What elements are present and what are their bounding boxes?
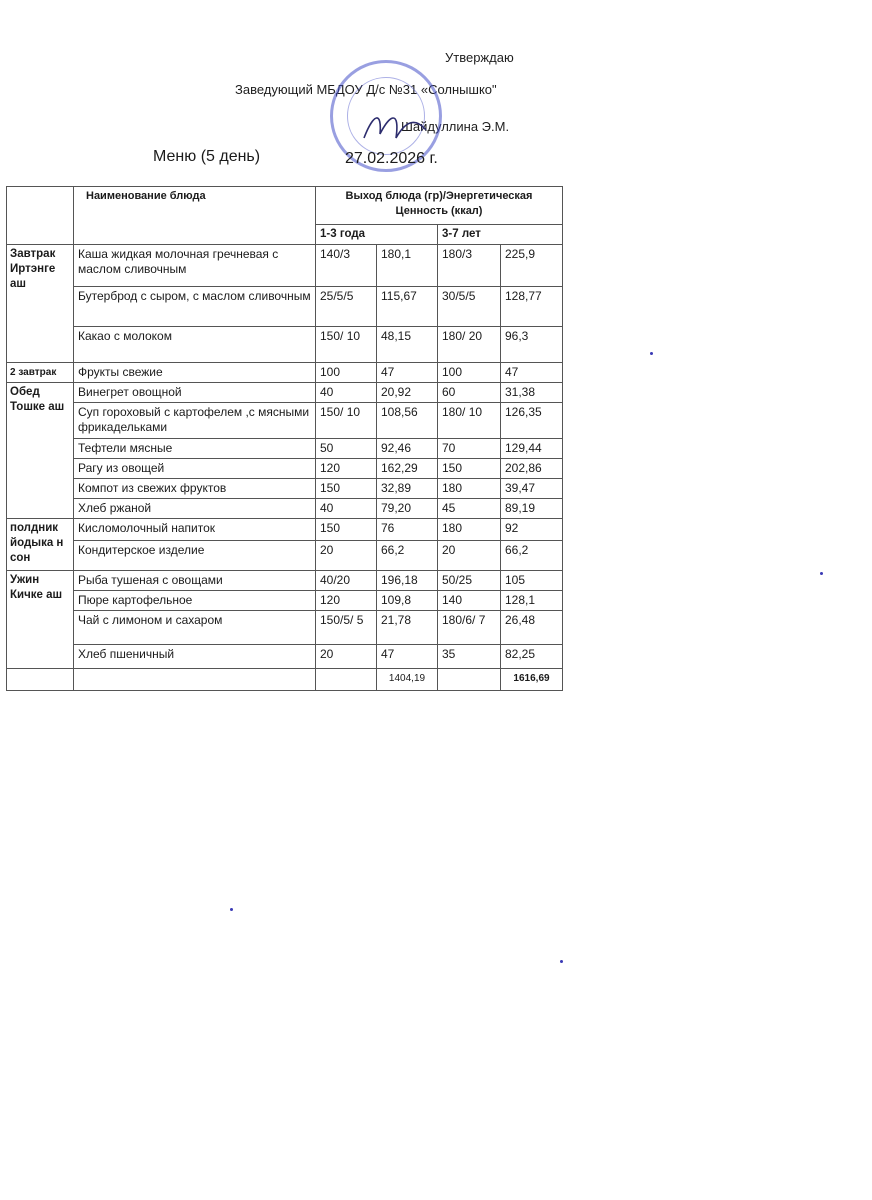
kcal-3-7: 26,48 — [501, 611, 563, 645]
weight-1-3: 150 — [316, 479, 377, 499]
kcal-1-3: 115,67 — [377, 287, 438, 327]
kcal-1-3: 92,46 — [377, 439, 438, 459]
meal-name: Обед Тошке аш — [7, 383, 74, 519]
weight-3-7: 150 — [438, 459, 501, 479]
dish-name: Кондитерское изделие — [74, 541, 316, 571]
weight-1-3: 150 — [316, 519, 377, 541]
kcal-1-3: 162,29 — [377, 459, 438, 479]
kcal-1-3: 32,89 — [377, 479, 438, 499]
weight-3-7: 70 — [438, 439, 501, 459]
kcal-1-3: 20,92 — [377, 383, 438, 403]
kcal-1-3: 66,2 — [377, 541, 438, 571]
dish-name: Хлеб ржаной — [74, 499, 316, 519]
weight-3-7: 180/6/ 7 — [438, 611, 501, 645]
table-row — [7, 541, 563, 571]
kcal-3-7: 89,19 — [501, 499, 563, 519]
menu-table — [6, 186, 563, 691]
weight-1-3: 140/3 — [316, 245, 377, 287]
table-row — [7, 245, 563, 287]
page-title: Меню (5 день) — [153, 148, 261, 165]
totals-blank-1 — [7, 669, 74, 691]
weight-3-7: 180/ 10 — [438, 403, 501, 439]
weight-1-3: 100 — [316, 363, 377, 383]
kcal-3-7: 92 — [501, 519, 563, 541]
table-row — [7, 403, 563, 439]
dish-name: Бутерброд с сыром, с маслом сливочным — [74, 287, 316, 327]
kcal-3-7: 128,1 — [501, 591, 563, 611]
dish-name: Чай с лимоном и сахаром — [74, 611, 316, 645]
header-blank — [7, 187, 74, 245]
scan-speck — [230, 908, 233, 911]
weight-1-3: 20 — [316, 541, 377, 571]
weight-1-3: 150/ 10 — [316, 403, 377, 439]
dish-name: Винегрет овощной — [74, 383, 316, 403]
weight-3-7: 35 — [438, 645, 501, 669]
table-row — [7, 479, 563, 499]
dish-name: Суп гороховый с картофелем ,с мясными фрикадельками — [74, 403, 316, 439]
kcal-3-7: 105 — [501, 571, 563, 591]
weight-1-3: 50 — [316, 439, 377, 459]
weight-3-7: 180/ 20 — [438, 327, 501, 363]
meal-name: Завтрак Иртэнге аш — [7, 245, 74, 363]
weight-1-3: 20 — [316, 645, 377, 669]
total-kcal-3-7: 1616,69 — [501, 669, 563, 691]
dish-name: Кисломолочный напиток — [74, 519, 316, 541]
table-row — [7, 499, 563, 519]
kcal-1-3: 21,78 — [377, 611, 438, 645]
scan-speck — [820, 572, 823, 575]
approval-word: Утверждаю — [445, 50, 514, 65]
kcal-3-7: 82,25 — [501, 645, 563, 669]
weight-1-3: 25/5/5 — [316, 287, 377, 327]
scan-speck — [560, 960, 563, 963]
weight-3-7: 180 — [438, 519, 501, 541]
totals-blank-4 — [438, 669, 501, 691]
kcal-1-3: 196,18 — [377, 571, 438, 591]
table-row — [7, 519, 563, 541]
kcal-3-7: 202,86 — [501, 459, 563, 479]
table-row — [7, 327, 563, 363]
kcal-3-7: 126,35 — [501, 403, 563, 439]
dish-name: Компот из свежих фруктов — [74, 479, 316, 499]
dish-name: Рагу из овощей — [74, 459, 316, 479]
table-row — [7, 439, 563, 459]
kcal-3-7: 47 — [501, 363, 563, 383]
kcal-3-7: 66,2 — [501, 541, 563, 571]
header-age-2: 3-7 лет — [438, 225, 563, 245]
meal-name: Ужин Кичке аш — [7, 571, 74, 669]
meal-name: 2 завтрак — [7, 363, 74, 383]
dish-name: Хлеб пшеничный — [74, 645, 316, 669]
table-row — [7, 287, 563, 327]
weight-3-7: 180 — [438, 479, 501, 499]
kcal-1-3: 47 — [377, 645, 438, 669]
weight-1-3: 150/ 10 — [316, 327, 377, 363]
header-dish: Наименование блюда — [74, 187, 316, 245]
dish-name: Рыба тушеная с овощами — [74, 571, 316, 591]
weight-1-3: 120 — [316, 591, 377, 611]
weight-1-3: 40 — [316, 499, 377, 519]
totals-row — [7, 669, 563, 691]
table-row — [7, 363, 563, 383]
kcal-1-3: 109,8 — [377, 591, 438, 611]
header-output: Выход блюда (гр)/Энергетическая Ценность (ккал) — [316, 187, 563, 225]
weight-1-3: 40 — [316, 383, 377, 403]
dish-name: Тефтели мясные — [74, 439, 316, 459]
header-age-1: 1-3 года — [316, 225, 438, 245]
totals-blank-3 — [316, 669, 377, 691]
weight-3-7: 100 — [438, 363, 501, 383]
kcal-1-3: 47 — [377, 363, 438, 383]
signature-icon — [360, 108, 430, 148]
header-row — [7, 187, 563, 225]
kcal-3-7: 96,3 — [501, 327, 563, 363]
weight-3-7: 180/3 — [438, 245, 501, 287]
table-row — [7, 591, 563, 611]
weight-3-7: 60 — [438, 383, 501, 403]
weight-3-7: 140 — [438, 591, 501, 611]
weight-1-3: 40/20 — [316, 571, 377, 591]
dish-name: Пюре картофельное — [74, 591, 316, 611]
weight-3-7: 20 — [438, 541, 501, 571]
dish-name: Каша жидкая молочная гречневая с маслом сливочным — [74, 245, 316, 287]
kcal-1-3: 108,56 — [377, 403, 438, 439]
kcal-3-7: 39,47 — [501, 479, 563, 499]
table-row — [7, 611, 563, 645]
dish-name: Какао с молоком — [74, 327, 316, 363]
kcal-3-7: 129,44 — [501, 439, 563, 459]
kcal-3-7: 31,38 — [501, 383, 563, 403]
kcal-1-3: 48,15 — [377, 327, 438, 363]
totals-blank-2 — [74, 669, 316, 691]
weight-3-7: 50/25 — [438, 571, 501, 591]
scan-speck — [650, 352, 653, 355]
kcal-3-7: 128,77 — [501, 287, 563, 327]
table-row — [7, 459, 563, 479]
page-date: 27.02.2026 г. — [345, 150, 438, 167]
total-kcal-1-3: 1404,19 — [377, 669, 438, 691]
approval-name: Шайдуллина Э.М. — [401, 119, 510, 134]
weight-3-7: 30/5/5 — [438, 287, 501, 327]
weight-3-7: 45 — [438, 499, 501, 519]
weight-1-3: 120 — [316, 459, 377, 479]
kcal-1-3: 76 — [377, 519, 438, 541]
table-row — [7, 571, 563, 591]
table-row — [7, 383, 563, 403]
weight-1-3: 150/5/ 5 — [316, 611, 377, 645]
meal-name: полдник йодыка н сон — [7, 519, 74, 571]
kcal-3-7: 225,9 — [501, 245, 563, 287]
table-row — [7, 645, 563, 669]
kcal-1-3: 79,20 — [377, 499, 438, 519]
dish-name: Фрукты свежие — [74, 363, 316, 383]
kcal-1-3: 180,1 — [377, 245, 438, 287]
approval-head: Заведующий МБДОУ Д/с №31 «Солнышко" — [235, 82, 497, 97]
